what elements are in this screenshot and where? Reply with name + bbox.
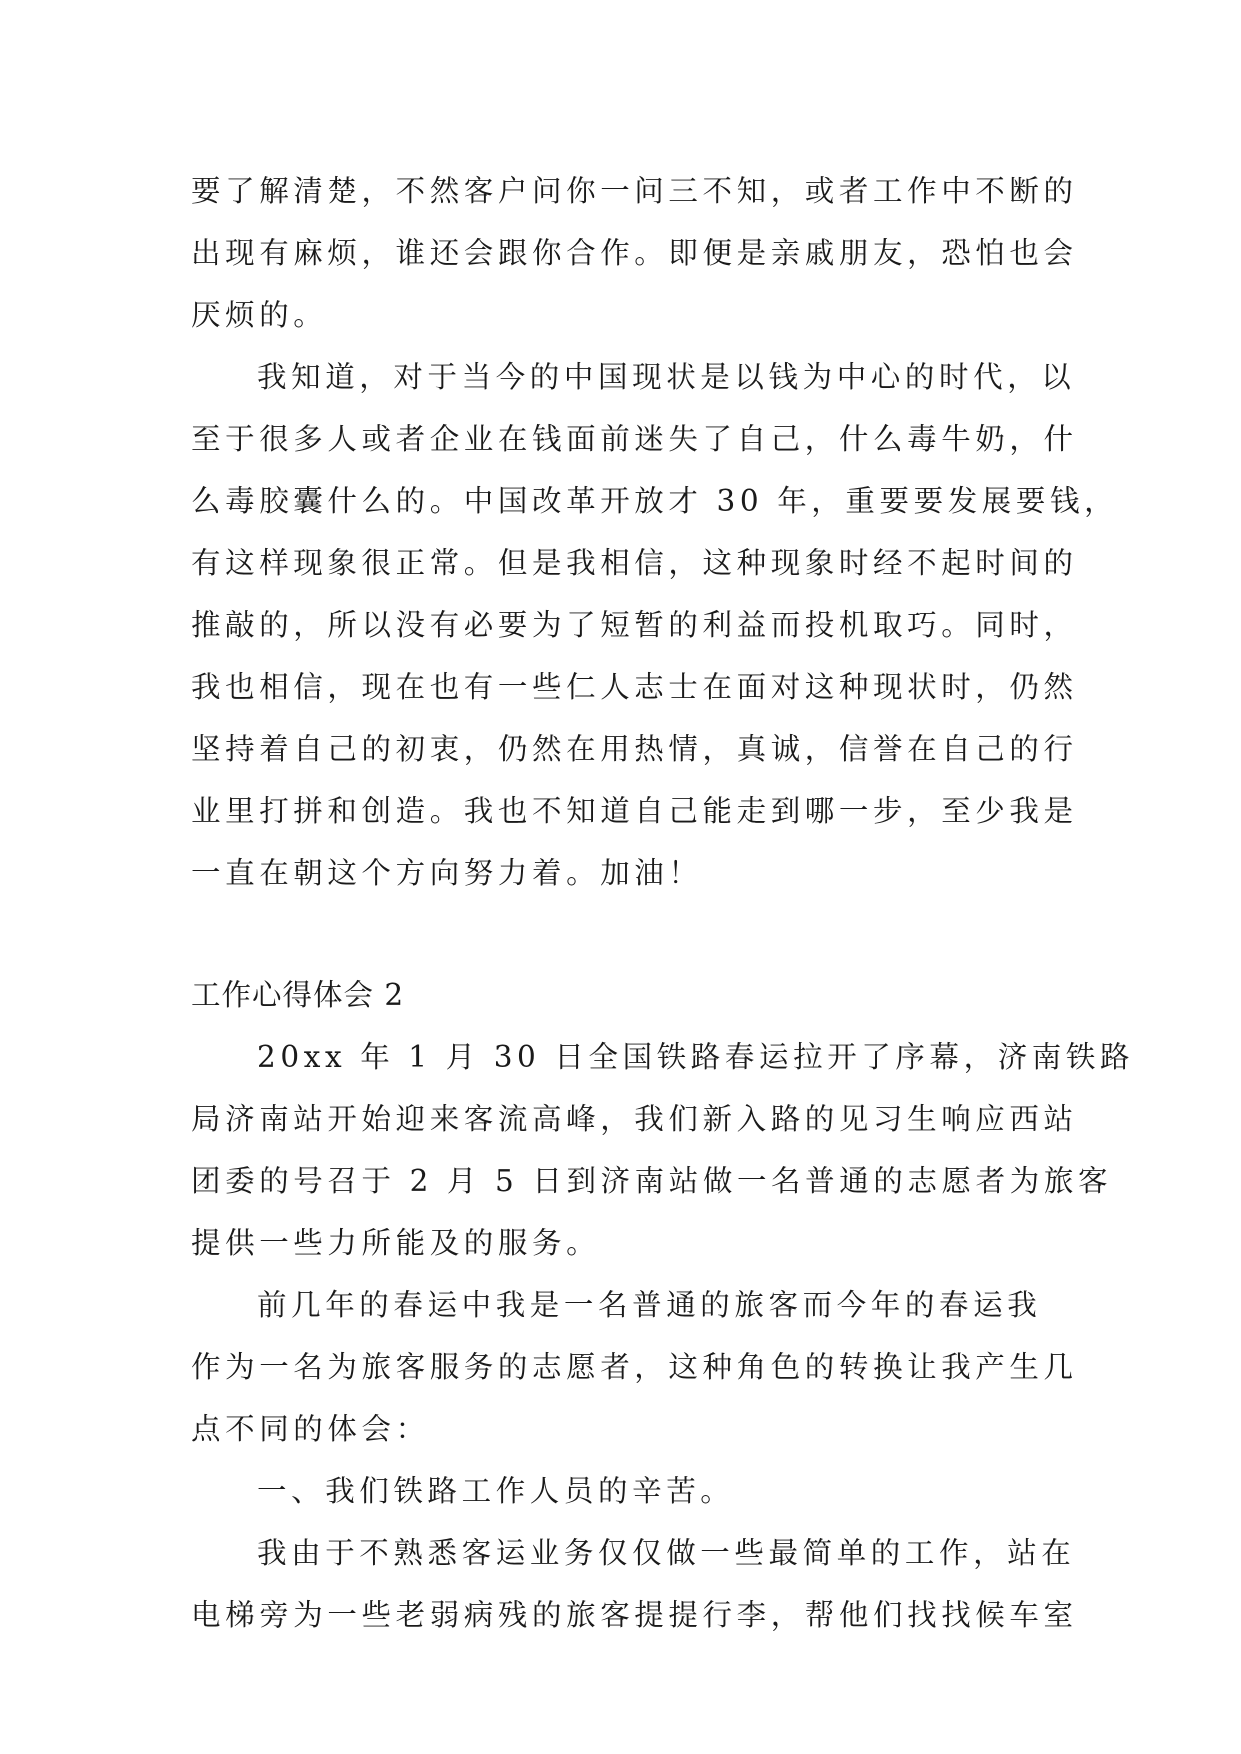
paragraph-line: 么毒胶囊什么的。中国改革开放才 30 年，重要要发展要钱，	[191, 484, 1119, 518]
paragraph-line: 有这样现象很正常。但是我相信，这种现象时经不起时间的	[191, 546, 1078, 580]
document-body	[191, 160, 1135, 1646]
paragraph-line: 局济南站开始迎来客流高峰，我们新入路的见习生响应西站	[191, 1102, 1078, 1136]
paragraph-line: 20xx 年 1 月 30 日全国铁路春运拉开了序幕，济南铁路	[257, 1040, 1135, 1074]
paragraph-line: 作为一名为旅客服务的志愿者，这种角色的转换让我产生几	[191, 1350, 1078, 1384]
paragraph-line: 坚持着自己的初衷，仍然在用热情，真诚，信誉在自己的行	[191, 732, 1078, 766]
paragraph-line: 推敲的，所以没有必要为了短暂的利益而投机取巧。同时，	[191, 608, 1078, 642]
paragraph-line: 业里打拼和创造。我也不知道自己能走到哪一步，至少我是	[191, 794, 1078, 828]
paragraph-line: 电梯旁为一些老弱病残的旅客提提行李，帮他们找找候车室	[191, 1598, 1078, 1632]
paragraph-line: 前几年的春运中我是一名普通的旅客而今年的春运我	[257, 1288, 1042, 1322]
paragraph-line: 我知道，对于当今的中国现状是以钱为中心的时代，以	[257, 360, 1076, 394]
paragraph-line: 点不同的体会：	[191, 1412, 430, 1446]
section-gap	[191, 904, 1071, 964]
paragraph-line: 厌烦的。	[191, 298, 328, 332]
paragraph-line: 一、我们铁路工作人员的辛苦。	[257, 1474, 735, 1508]
paragraph-line: 团委的号召于 2 月 5 日到济南站做一名普通的志愿者为旅客	[191, 1164, 1113, 1198]
paragraph-line: 出现有麻烦，谁还会跟你合作。即便是亲戚朋友，恐怕也会	[191, 236, 1078, 270]
paragraph-line: 我由于不熟悉客运业务仅仅做一些最简单的工作，站在	[257, 1536, 1076, 1570]
paragraph-line: 提供一些力所能及的服务。	[191, 1226, 601, 1260]
section-heading: 工作心得体会 2	[191, 978, 405, 1012]
paragraph-line: 至于很多人或者企业在钱面前迷失了自己，什么毒牛奶，什	[191, 422, 1078, 456]
paragraph-line: 要了解清楚，不然客户问你一问三不知，或者工作中不断的	[191, 174, 1078, 208]
paragraph-line: 一直在朝这个方向努力着。加油！	[191, 856, 703, 890]
paragraph-line: 我也相信，现在也有一些仁人志士在面对这种现状时，仍然	[191, 670, 1078, 704]
